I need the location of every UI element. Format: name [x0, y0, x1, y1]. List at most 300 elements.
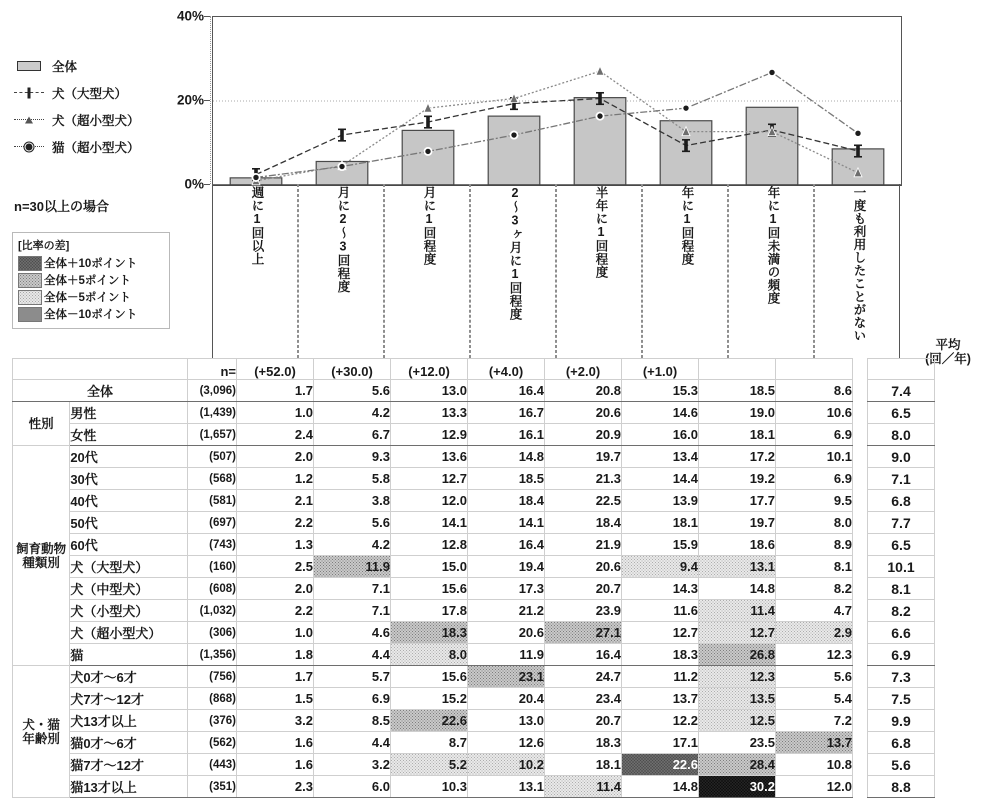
cross-tab-table [12, 358, 935, 798]
table-gap [853, 380, 868, 402]
data-cell: 16.4 [468, 534, 545, 556]
chart-bar [488, 116, 540, 185]
data-cell: 5.2 [391, 754, 468, 776]
data-cell: 1.6 [237, 754, 314, 776]
data-marker-ibar [684, 140, 688, 152]
header-spacer [13, 359, 188, 380]
data-cell: 4.7 [776, 600, 853, 622]
data-cell: 20.6 [545, 556, 622, 578]
table-row [13, 600, 935, 622]
chart-category-label: 月に2〜3回程度 [336, 186, 350, 293]
row-sample-size: (351) [188, 776, 237, 798]
row-label: 40代 [70, 490, 188, 512]
data-cell: 5.6 [776, 666, 853, 688]
data-cell: 3.2 [237, 710, 314, 732]
data-cell: 4.6 [314, 622, 391, 644]
chart-category-label: 一度も利用したことがない [852, 186, 866, 342]
table-row [13, 556, 935, 578]
row-sample-size: (868) [188, 688, 237, 710]
data-cell: 12.5 [699, 710, 776, 732]
row-label: 犬0才〜6才 [70, 666, 188, 688]
chart-bar [574, 98, 626, 185]
row-sample-size: (443) [188, 754, 237, 776]
data-marker-ibar-cap [596, 103, 604, 105]
legend-label: 猫（超小型犬） [52, 140, 140, 155]
data-cell: 26.8 [699, 644, 776, 666]
average-cell: 8.2 [868, 600, 935, 622]
data-cell: 20.8 [545, 380, 622, 402]
data-marker-ibar-cap [510, 109, 518, 111]
table-gap [853, 468, 868, 490]
table-row [13, 468, 935, 490]
data-cell: 15.6 [391, 666, 468, 688]
average-cell: 8.8 [868, 776, 935, 798]
i-bar-marker-icon [14, 87, 44, 99]
data-cell: 2.0 [237, 446, 314, 468]
shading-key-label: 全体＋5ポイント [44, 275, 131, 287]
data-marker-ibar-cap [596, 92, 604, 94]
average-cell: 7.3 [868, 666, 935, 688]
average-cell: 8.0 [868, 424, 935, 446]
data-cell: 18.3 [391, 622, 468, 644]
data-cell: 20.9 [545, 424, 622, 446]
chart-category-cell [728, 184, 814, 358]
y-axis-tick-mark [204, 184, 210, 185]
data-cell: 17.2 [699, 446, 776, 468]
data-cell: 7.1 [314, 578, 391, 600]
chart-legend [14, 52, 184, 160]
data-cell: 19.7 [699, 512, 776, 534]
data-cell: 19.0 [699, 402, 776, 424]
data-cell: 8.6 [776, 380, 853, 402]
chart-category-label: 2〜3ヶ月に1回程度 [508, 186, 522, 321]
row-sample-size: (160) [188, 556, 237, 578]
data-cell: 13.7 [776, 732, 853, 754]
table-gap [853, 600, 868, 622]
data-cell: 19.4 [468, 556, 545, 578]
data-cell: 14.6 [622, 402, 699, 424]
data-marker-ibar [856, 145, 860, 157]
data-marker-ibar-cap [424, 116, 432, 118]
chart-category-cell [642, 184, 728, 358]
table-row [13, 732, 935, 754]
data-cell: 27.1 [545, 622, 622, 644]
data-cell: 2.4 [237, 424, 314, 446]
average-header-line2: (回／年) [925, 352, 971, 366]
data-cell: 18.4 [468, 490, 545, 512]
data-marker-ibar-cap [682, 139, 690, 141]
data-cell: 10.3 [391, 776, 468, 798]
data-cell: 15.6 [391, 578, 468, 600]
table-row [13, 446, 935, 468]
row-sample-size: (568) [188, 468, 237, 490]
data-cell: 12.7 [699, 622, 776, 644]
average-cell: 9.0 [868, 446, 935, 468]
table-gap [853, 688, 868, 710]
row-sample-size: (743) [188, 534, 237, 556]
data-cell: 18.5 [699, 380, 776, 402]
data-marker-circle [682, 105, 689, 112]
data-marker-ibar-cap [854, 156, 862, 158]
data-cell: 1.5 [237, 688, 314, 710]
row-sample-size: (1,439) [188, 402, 237, 424]
data-marker-ibar-cap [338, 129, 346, 131]
y-axis-tick: 20% [176, 92, 204, 108]
circle-marker-icon [14, 141, 44, 153]
triangle-marker-icon [14, 114, 44, 126]
average-cell: 8.1 [868, 578, 935, 600]
data-cell: 3.2 [314, 754, 391, 776]
data-cell: 14.8 [468, 446, 545, 468]
data-cell: 1.0 [237, 622, 314, 644]
data-cell: 14.3 [622, 578, 699, 600]
swatch-minus10-icon [18, 307, 42, 322]
data-cell: 2.9 [776, 622, 853, 644]
data-cell: 14.8 [622, 776, 699, 798]
data-cell: 22.6 [391, 710, 468, 732]
data-cell: 12.9 [391, 424, 468, 446]
y-axis-tick: 0% [184, 176, 204, 192]
data-marker-ibar-cap [252, 168, 260, 170]
shading-key-item-plus5 [18, 272, 164, 288]
data-cell: 4.4 [314, 732, 391, 754]
row-label: 60代 [70, 534, 188, 556]
table-row [13, 622, 935, 644]
data-cell: 17.8 [391, 600, 468, 622]
data-cell: 7.2 [776, 710, 853, 732]
row-label: 20代 [70, 446, 188, 468]
data-cell: 16.0 [622, 424, 699, 446]
data-cell: 11.6 [622, 600, 699, 622]
chart-category-labels [212, 184, 900, 358]
data-cell: 11.9 [314, 556, 391, 578]
table-gap [853, 622, 868, 644]
average-cell: 9.9 [868, 710, 935, 732]
data-cell: 10.1 [776, 446, 853, 468]
table-row [13, 776, 935, 798]
data-cell: 18.1 [699, 424, 776, 446]
data-cell: 12.7 [391, 468, 468, 490]
data-cell: 8.5 [314, 710, 391, 732]
table-gap [853, 534, 868, 556]
row-sample-size: (376) [188, 710, 237, 732]
data-cell: 9.5 [776, 490, 853, 512]
row-label: 猫13才以上 [70, 776, 188, 798]
row-sample-size: (1,032) [188, 600, 237, 622]
table-gap [853, 359, 868, 380]
data-cell: 16.4 [468, 380, 545, 402]
data-marker-ibar [426, 116, 430, 128]
legend-item-large-dog [14, 79, 184, 106]
average-cell: 7.1 [868, 468, 935, 490]
legend-label: 犬（大型犬） [52, 86, 128, 101]
data-cell: 1.8 [237, 644, 314, 666]
data-cell: 4.4 [314, 644, 391, 666]
data-cell: 20.6 [468, 622, 545, 644]
data-cell: 4.2 [314, 534, 391, 556]
data-cell: 13.5 [699, 688, 776, 710]
data-cell: 12.7 [622, 622, 699, 644]
data-cell: 1.2 [237, 468, 314, 490]
data-cell: 20.6 [545, 402, 622, 424]
legend-label: 犬（超小型犬） [52, 113, 140, 128]
legend-item-overall [14, 52, 184, 79]
data-cell: 8.7 [391, 732, 468, 754]
row-sample-size: (1,356) [188, 644, 237, 666]
data-cell: 1.7 [237, 380, 314, 402]
data-cell: 2.2 [237, 512, 314, 534]
column-multiplier-header: (+1.0) [622, 359, 699, 380]
data-marker-ibar-cap [854, 144, 862, 146]
chart-category-cell [814, 184, 900, 358]
table-gap [853, 578, 868, 600]
shading-key-item-minus5 [18, 289, 164, 305]
data-cell: 22.5 [545, 490, 622, 512]
shading-key-box [12, 232, 170, 329]
table-gap [853, 666, 868, 688]
row-sample-size: (697) [188, 512, 237, 534]
data-cell: 8.1 [776, 556, 853, 578]
table-row [13, 578, 935, 600]
data-cell: 2.3 [237, 776, 314, 798]
data-cell: 12.0 [391, 490, 468, 512]
data-cell: 23.1 [468, 666, 545, 688]
chart-plot-area [213, 17, 901, 185]
data-cell: 28.4 [699, 754, 776, 776]
data-cell: 23.9 [545, 600, 622, 622]
row-label: 猫7才〜12才 [70, 754, 188, 776]
data-cell: 13.0 [468, 710, 545, 732]
data-cell: 10.8 [776, 754, 853, 776]
swatch-minus5-icon [18, 290, 42, 305]
data-cell: 6.7 [314, 424, 391, 446]
shading-key-title: [比率の差] [18, 240, 70, 252]
row-label: 犬13才以上 [70, 710, 188, 732]
row-label: 50代 [70, 512, 188, 534]
row-sample-size: (562) [188, 732, 237, 754]
data-cell: 9.4 [622, 556, 699, 578]
chart-category-label: 月に1回程度 [422, 186, 436, 266]
data-marker-circle [252, 174, 259, 181]
data-cell: 5.7 [314, 666, 391, 688]
average-cell: 6.9 [868, 644, 935, 666]
data-cell: 17.3 [468, 578, 545, 600]
data-marker-circle [338, 163, 345, 170]
row-label: 犬（大型犬） [70, 556, 188, 578]
legend-label: 全体 [52, 59, 78, 74]
shading-key-item-minus10 [18, 306, 164, 322]
data-cell: 1.6 [237, 732, 314, 754]
chart-category-label: 週に1回以上 [250, 186, 264, 266]
row-label: 猫 [70, 644, 188, 666]
data-cell: 6.9 [776, 424, 853, 446]
n-header: n= [188, 359, 237, 380]
data-cell: 13.6 [391, 446, 468, 468]
average-cell: 7.5 [868, 688, 935, 710]
data-cell: 18.1 [545, 754, 622, 776]
table-gap [853, 490, 868, 512]
average-cell: 6.6 [868, 622, 935, 644]
average-cell: 10.1 [868, 556, 935, 578]
data-cell: 21.3 [545, 468, 622, 490]
data-marker-circle [424, 148, 431, 155]
data-cell: 19.7 [545, 446, 622, 468]
data-cell: 6.0 [314, 776, 391, 798]
data-cell: 12.8 [391, 534, 468, 556]
data-cell: 24.7 [545, 666, 622, 688]
table-row [13, 644, 935, 666]
data-cell: 8.0 [391, 644, 468, 666]
data-cell: 12.0 [776, 776, 853, 798]
data-cell: 12.3 [699, 666, 776, 688]
average-header-spacer [868, 359, 935, 380]
row-label-overall: 全体 [13, 380, 188, 402]
row-sample-size: (581) [188, 490, 237, 512]
average-cell: 6.5 [868, 534, 935, 556]
data-cell: 18.4 [545, 512, 622, 534]
data-cell: 2.1 [237, 490, 314, 512]
data-cell: 2.0 [237, 578, 314, 600]
row-label: 犬（超小型犬） [70, 622, 188, 644]
table-gap [853, 402, 868, 424]
data-marker-circle [510, 131, 517, 138]
data-cell: 16.7 [468, 402, 545, 424]
data-cell: 16.4 [545, 644, 622, 666]
legend-item-cat [14, 133, 184, 160]
data-cell: 8.2 [776, 578, 853, 600]
data-cell: 10.2 [468, 754, 545, 776]
shading-key-label: 全体－10ポイント [44, 309, 138, 321]
data-marker-ibar-cap [682, 151, 690, 153]
row-label: 犬7才〜12才 [70, 688, 188, 710]
data-cell: 22.6 [622, 754, 699, 776]
average-cell: 7.7 [868, 512, 935, 534]
table-gap [853, 446, 868, 468]
data-cell: 18.3 [622, 644, 699, 666]
table-gap [853, 644, 868, 666]
data-cell: 23.4 [545, 688, 622, 710]
data-cell: 11.4 [545, 776, 622, 798]
row-sample-size: (3,096) [188, 380, 237, 402]
table-gap [853, 512, 868, 534]
data-cell: 14.1 [468, 512, 545, 534]
swatch-plus10-icon [18, 256, 42, 271]
data-cell: 4.2 [314, 402, 391, 424]
table-gap [853, 732, 868, 754]
data-cell: 13.4 [622, 446, 699, 468]
table-gap [853, 776, 868, 798]
data-cell: 13.3 [391, 402, 468, 424]
column-multiplier-header [699, 359, 776, 380]
data-marker-ibar-cap [424, 127, 432, 129]
data-cell: 13.1 [468, 776, 545, 798]
chart-bar [746, 107, 798, 185]
data-cell: 21.9 [545, 534, 622, 556]
chart-category-label: 年に1回程度 [680, 186, 694, 266]
shading-key-label: 全体＋10ポイント [44, 258, 138, 270]
chart-category-cell [212, 184, 298, 358]
table-header-row [13, 359, 935, 380]
average-header-line1: 平均 [935, 338, 961, 352]
table-row [13, 380, 935, 402]
data-cell: 3.8 [314, 490, 391, 512]
swatch-plus5-icon [18, 273, 42, 288]
average-cell: 6.8 [868, 732, 935, 754]
legend-item-toy-dog [14, 106, 184, 133]
data-cell: 7.1 [314, 600, 391, 622]
row-label: 男性 [70, 402, 188, 424]
table-row [13, 754, 935, 776]
data-marker-ibar-cap [768, 123, 776, 125]
table-row [13, 512, 935, 534]
data-cell: 14.1 [391, 512, 468, 534]
data-marker-ibar-cap [338, 140, 346, 142]
data-marker-circle [768, 69, 775, 76]
data-cell: 13.0 [391, 380, 468, 402]
data-cell: 6.9 [314, 688, 391, 710]
y-axis-dotted-line [210, 16, 211, 184]
shading-key-item-plus10 [18, 255, 164, 271]
data-cell: 18.3 [545, 732, 622, 754]
data-cell: 1.7 [237, 666, 314, 688]
bar-swatch-icon [14, 60, 44, 72]
data-cell: 1.0 [237, 402, 314, 424]
frequency-chart [212, 16, 902, 186]
data-cell: 11.9 [468, 644, 545, 666]
row-label: 犬（小型犬） [70, 600, 188, 622]
row-sample-size: (756) [188, 666, 237, 688]
sample-size-note: n=30以上の場合 [14, 199, 109, 214]
chart-category-cell [556, 184, 642, 358]
data-cell: 5.6 [314, 380, 391, 402]
data-cell: 13.1 [699, 556, 776, 578]
data-cell: 1.3 [237, 534, 314, 556]
data-cell: 14.8 [699, 578, 776, 600]
chart-category-cell [384, 184, 470, 358]
chart-y-axis [166, 8, 210, 192]
data-cell: 17.7 [699, 490, 776, 512]
data-cell: 14.4 [622, 468, 699, 490]
data-cell: 20.4 [468, 688, 545, 710]
row-group-label: 性別 [13, 402, 70, 446]
data-cell: 18.5 [468, 468, 545, 490]
data-marker-circle [596, 113, 603, 120]
data-cell: 8.9 [776, 534, 853, 556]
row-label: 猫0才〜6才 [70, 732, 188, 754]
table-row [13, 402, 935, 424]
data-cell: 8.0 [776, 512, 853, 534]
shading-key-label: 全体－5ポイント [44, 292, 131, 304]
data-marker-ibar [340, 129, 344, 141]
average-cell: 6.5 [868, 402, 935, 424]
row-label: 30代 [70, 468, 188, 490]
chart-category-cell [470, 184, 556, 358]
table-row [13, 710, 935, 732]
table-gap [853, 754, 868, 776]
data-cell: 20.7 [545, 578, 622, 600]
data-cell: 20.7 [545, 710, 622, 732]
average-cell: 7.4 [868, 380, 935, 402]
column-multiplier-header: (+52.0) [237, 359, 314, 380]
column-multiplier-header: (+2.0) [545, 359, 622, 380]
row-group-label: 飼育動物 種類別 [13, 446, 70, 666]
data-cell: 23.5 [699, 732, 776, 754]
data-cell: 6.9 [776, 468, 853, 490]
data-cell: 13.9 [622, 490, 699, 512]
data-cell: 5.8 [314, 468, 391, 490]
data-cell: 5.4 [776, 688, 853, 710]
data-cell: 15.3 [622, 380, 699, 402]
